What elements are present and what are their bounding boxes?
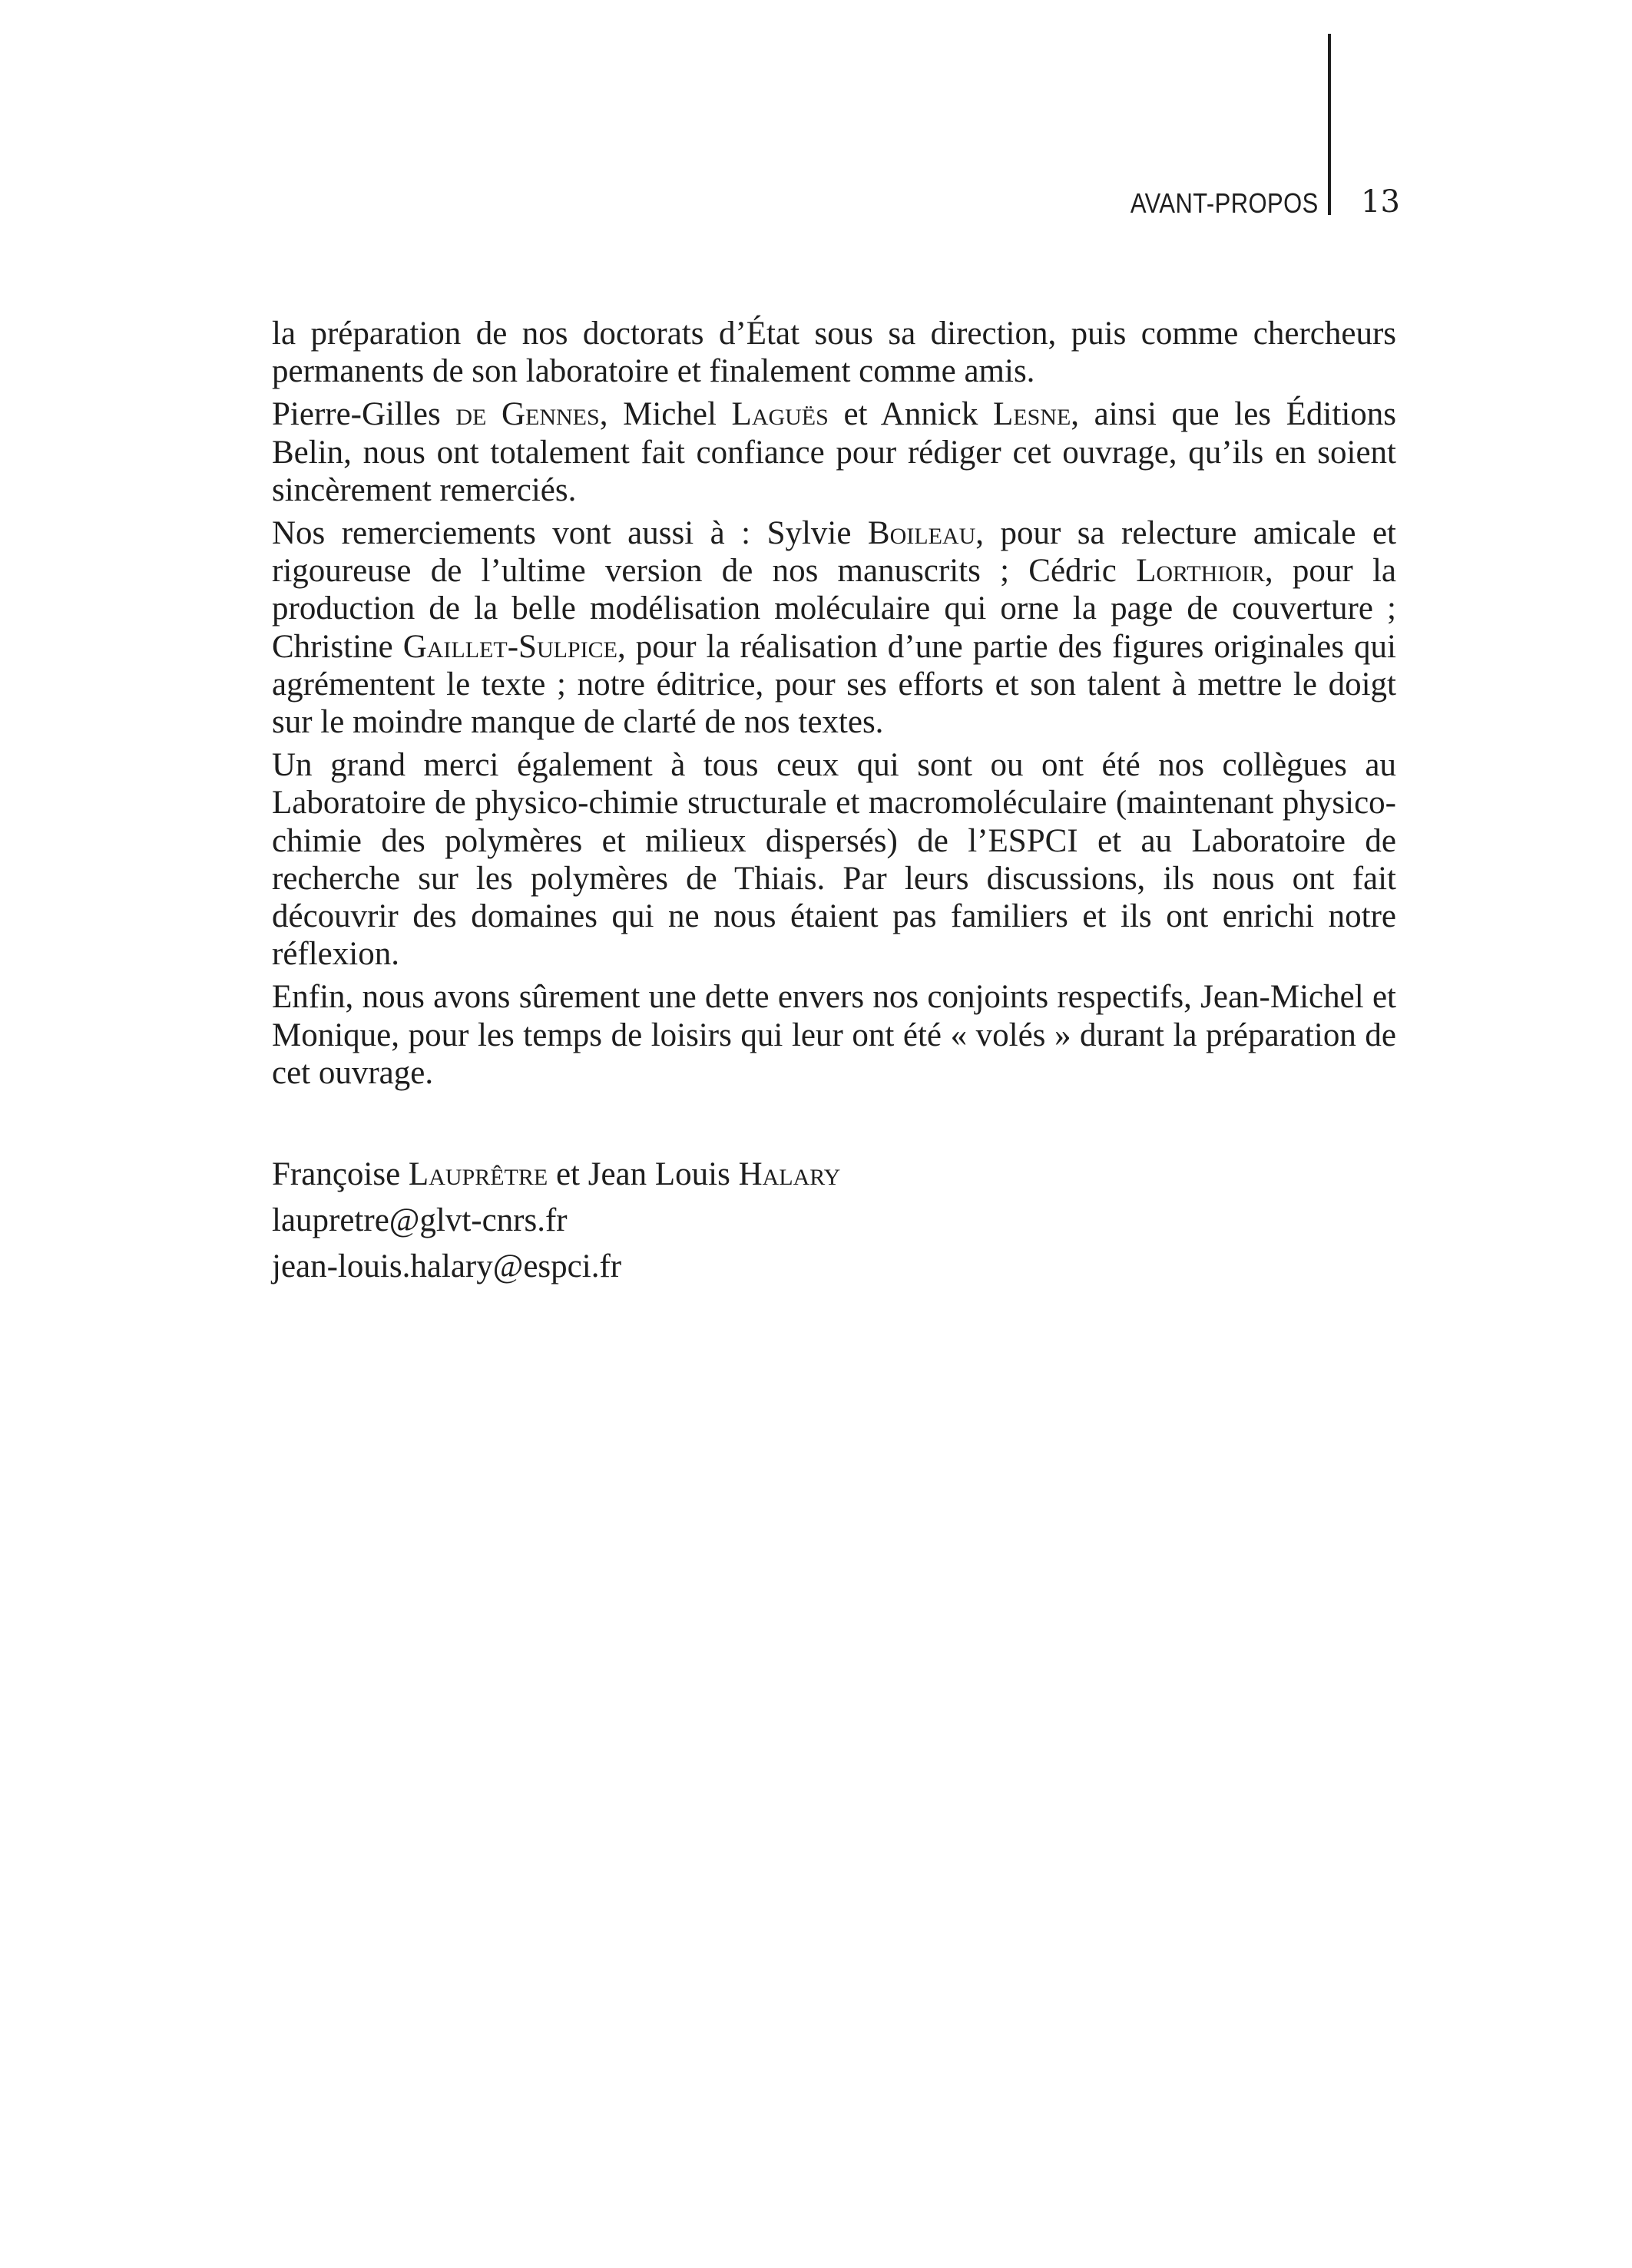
body-text xyxy=(272,315,1396,1290)
email-halary: jean-louis.halary@espci.fr xyxy=(272,1248,622,1285)
text-span: Pierre-Gilles xyxy=(272,396,456,433)
text-span: , pour la réalisation d’une partie des figures originales qui agrémentent le texte ; notre éditrice, pour ses efforts et son talent à mettre le doigt sur le moindre manque de clarté de nos textes. xyxy=(272,628,1396,741)
page-number: 13 xyxy=(1361,184,1400,220)
signature-names xyxy=(272,1152,1396,1198)
paragraph-4: Un grand merci également à tous ceux qui sont ou ont été nos collègues au Laboratoire de physico-chimie structurale et macromoléculaire (maintenant physico-chimie des polymères et milieux dispersés) de l’ESPCI et au Laboratoire de recherche sur les polymères de Thiais. Par leurs discussions, ils nous ont fait découvrir des domaines qui ne nous étaient pas familiers et ils ont enrichi notre réflexion. xyxy=(272,747,1396,973)
running-head: AVANT-PROPOS xyxy=(1130,187,1319,219)
email-laupretre: laupretre@glvt-cnrs.fr xyxy=(272,1202,568,1239)
text-span: , pour sa relecture amicale et rigoureuse de l’ultime version de nos manuscrits ; Cédric xyxy=(272,515,1396,590)
author-surname: Halary xyxy=(738,1156,841,1193)
paragraph-3 xyxy=(272,514,1396,741)
text-span: Nos remerciements vont aussi à : Sylvie xyxy=(272,515,868,552)
text-span: et Jean Louis xyxy=(548,1156,739,1193)
signature-block xyxy=(272,1152,1396,1290)
text-span: , pour la production de la belle modélisation moléculaire qui orne la page de couverture ; Christine xyxy=(272,553,1396,665)
person-name: Gaillet-Sulpice xyxy=(402,628,617,665)
text-span: , Michel xyxy=(599,396,732,433)
author-name: Laguës xyxy=(731,396,829,433)
text-span: et Annick xyxy=(828,396,993,433)
paragraph-1: la préparation de nos doctorats d’État sous sa direction, puis comme chercheurs permanents de son laboratoire et finalement comme amis. xyxy=(272,316,1396,390)
author-name: de Gennes xyxy=(455,396,600,433)
author-name: Lesne xyxy=(993,396,1071,433)
header-vertical-rule xyxy=(1328,34,1331,215)
person-name: Lorthioir xyxy=(1136,553,1265,590)
person-name: Boileau xyxy=(867,515,976,552)
paragraph-5: Enfin, nous avons sûrement une dette envers nos conjoints respectifs, Jean-Michel et Monique, pour les temps de loisirs qui leur ont été « volés » durant la préparation de cet ouvrage. xyxy=(272,979,1396,1091)
author-surname: Lauprêtre xyxy=(408,1156,548,1193)
paragraph-2 xyxy=(272,395,1396,509)
text-span: , ainsi que les Éditions Belin, nous ont totalement fait confiance pour rédiger cet ouvrage, qu’ils en soient sincèrement remerciés. xyxy=(272,396,1396,508)
text-span: Françoise xyxy=(272,1156,409,1193)
